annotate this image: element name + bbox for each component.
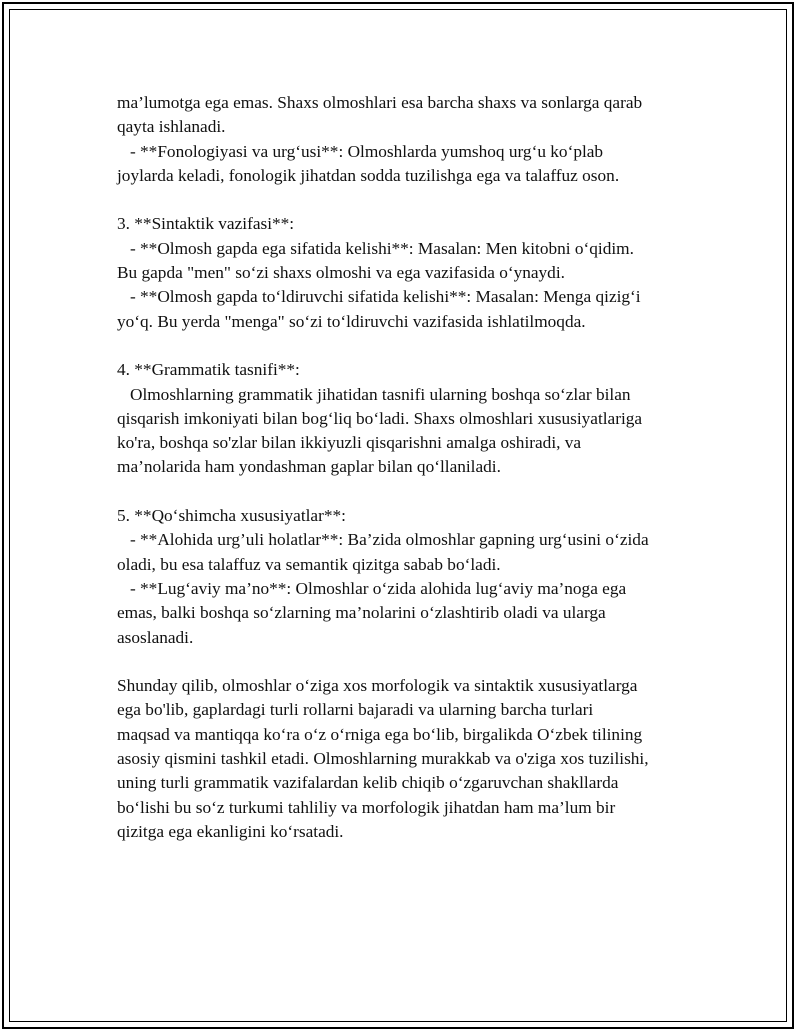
conclusion-line: asosiy qismini tashkil etadi. Olmoshlarning murakkab va o'ziga xos tuzilishi, bbox=[117, 749, 649, 769]
section-heading: 4. **Grammatik tasnifi**: bbox=[117, 360, 300, 380]
text-line: yo‘q. Bu yerda "menga" so‘zi to‘ldiruvchi vazifasida ishlatilmoqda. bbox=[117, 311, 586, 331]
text-line: - **Lug‘aviy ma’no**: Olmoshlar o‘zida alohida lug‘aviy ma’noga ega bbox=[117, 578, 627, 598]
text-line: ko'ra, boshqa so'zlar bilan ikkiyuzli qisqarishni amalga oshiradi, va bbox=[117, 433, 582, 453]
document-body bbox=[117, 91, 697, 844]
section-heading: 5. **Qo‘shimcha xususiyatlar**: bbox=[117, 506, 346, 526]
text-line: ma’lumotga ega emas. Shaxs olmoshlari esa barcha shaxs va sonlarga qarab bbox=[117, 93, 643, 112]
conclusion-line: uning turli grammatik vazifalardan kelib chiqib o‘zgaruvchan shakllarda bbox=[117, 773, 619, 793]
text-line: qisqarish imkoniyati bilan bog‘liq bo‘ladi. Shaxs olmoshlari xususiyatlariga bbox=[117, 408, 643, 428]
text-line: - **Olmosh gapda ega sifatida kelishi**: Masalan: Men kitobni o‘qidim. bbox=[117, 238, 634, 258]
text-line: - **Olmosh gapda to‘ldiruvchi sifatida kelishi**: Masalan: Menga qizig‘i bbox=[117, 287, 641, 307]
text-line: Olmoshlarning grammatik jihatidan tasnifi ularning boshqa so‘zlar bilan bbox=[117, 384, 631, 404]
blank-line bbox=[117, 188, 697, 212]
conclusion-line: qizitga ega ekanligini ko‘rsatadi. bbox=[117, 821, 344, 841]
text-line: oladi, bu esa talaffuz va semantik qizitga sabab bo‘ladi. bbox=[117, 554, 501, 574]
text-line: asoslanadi. bbox=[117, 627, 194, 647]
conclusion-line: Shunday qilib, olmoshlar o‘ziga xos morfologik va sintaktik xususiyatlarga bbox=[117, 676, 638, 696]
text-line: ma’nolarida ham yondashman gaplar bilan qo‘llaniladi. bbox=[117, 457, 501, 477]
blank-line bbox=[117, 480, 697, 504]
text-line: - **Alohida urg’uli holatlar**: Ba’zida olmoshlar gapning urg‘usini o‘zida bbox=[117, 530, 649, 550]
text-line: - **Fonologiyasi va urg‘usi**: Olmoshlarda yumshoq urg‘u ko‘plab bbox=[117, 141, 604, 161]
conclusion-line: bo‘lishi bu so‘z turkumi tahliliy va morfologik jihatdan ham ma’lum bir bbox=[117, 797, 616, 817]
conclusion-line: ega bo'lib, gaplardagi turli rollarni bajaradi va ularning barcha turlari bbox=[117, 700, 594, 720]
blank-line bbox=[117, 650, 697, 674]
text-line: Bu gapda "men" so‘zi shaxs olmoshi va ega vazifasida o‘ynaydi. bbox=[117, 263, 565, 283]
text-line: emas, balki boshqa so‘zlarning ma’nolarini o‘zlashtirib oladi va ularga bbox=[117, 603, 606, 623]
text-line: qayta ishlanadi. bbox=[117, 117, 226, 137]
blank-line bbox=[117, 334, 697, 358]
conclusion-line: maqsad va mantiqqa ko‘ra o‘z o‘rniga ega bo‘lib, birgalikda O‘zbek tilining bbox=[117, 724, 643, 744]
text-line: joylarda keladi, fonologik jihatdan sodda tuzilishga ega va talaffuz oson. bbox=[117, 165, 620, 185]
section-heading: 3. **Sintaktik vazifasi**: bbox=[117, 214, 295, 234]
